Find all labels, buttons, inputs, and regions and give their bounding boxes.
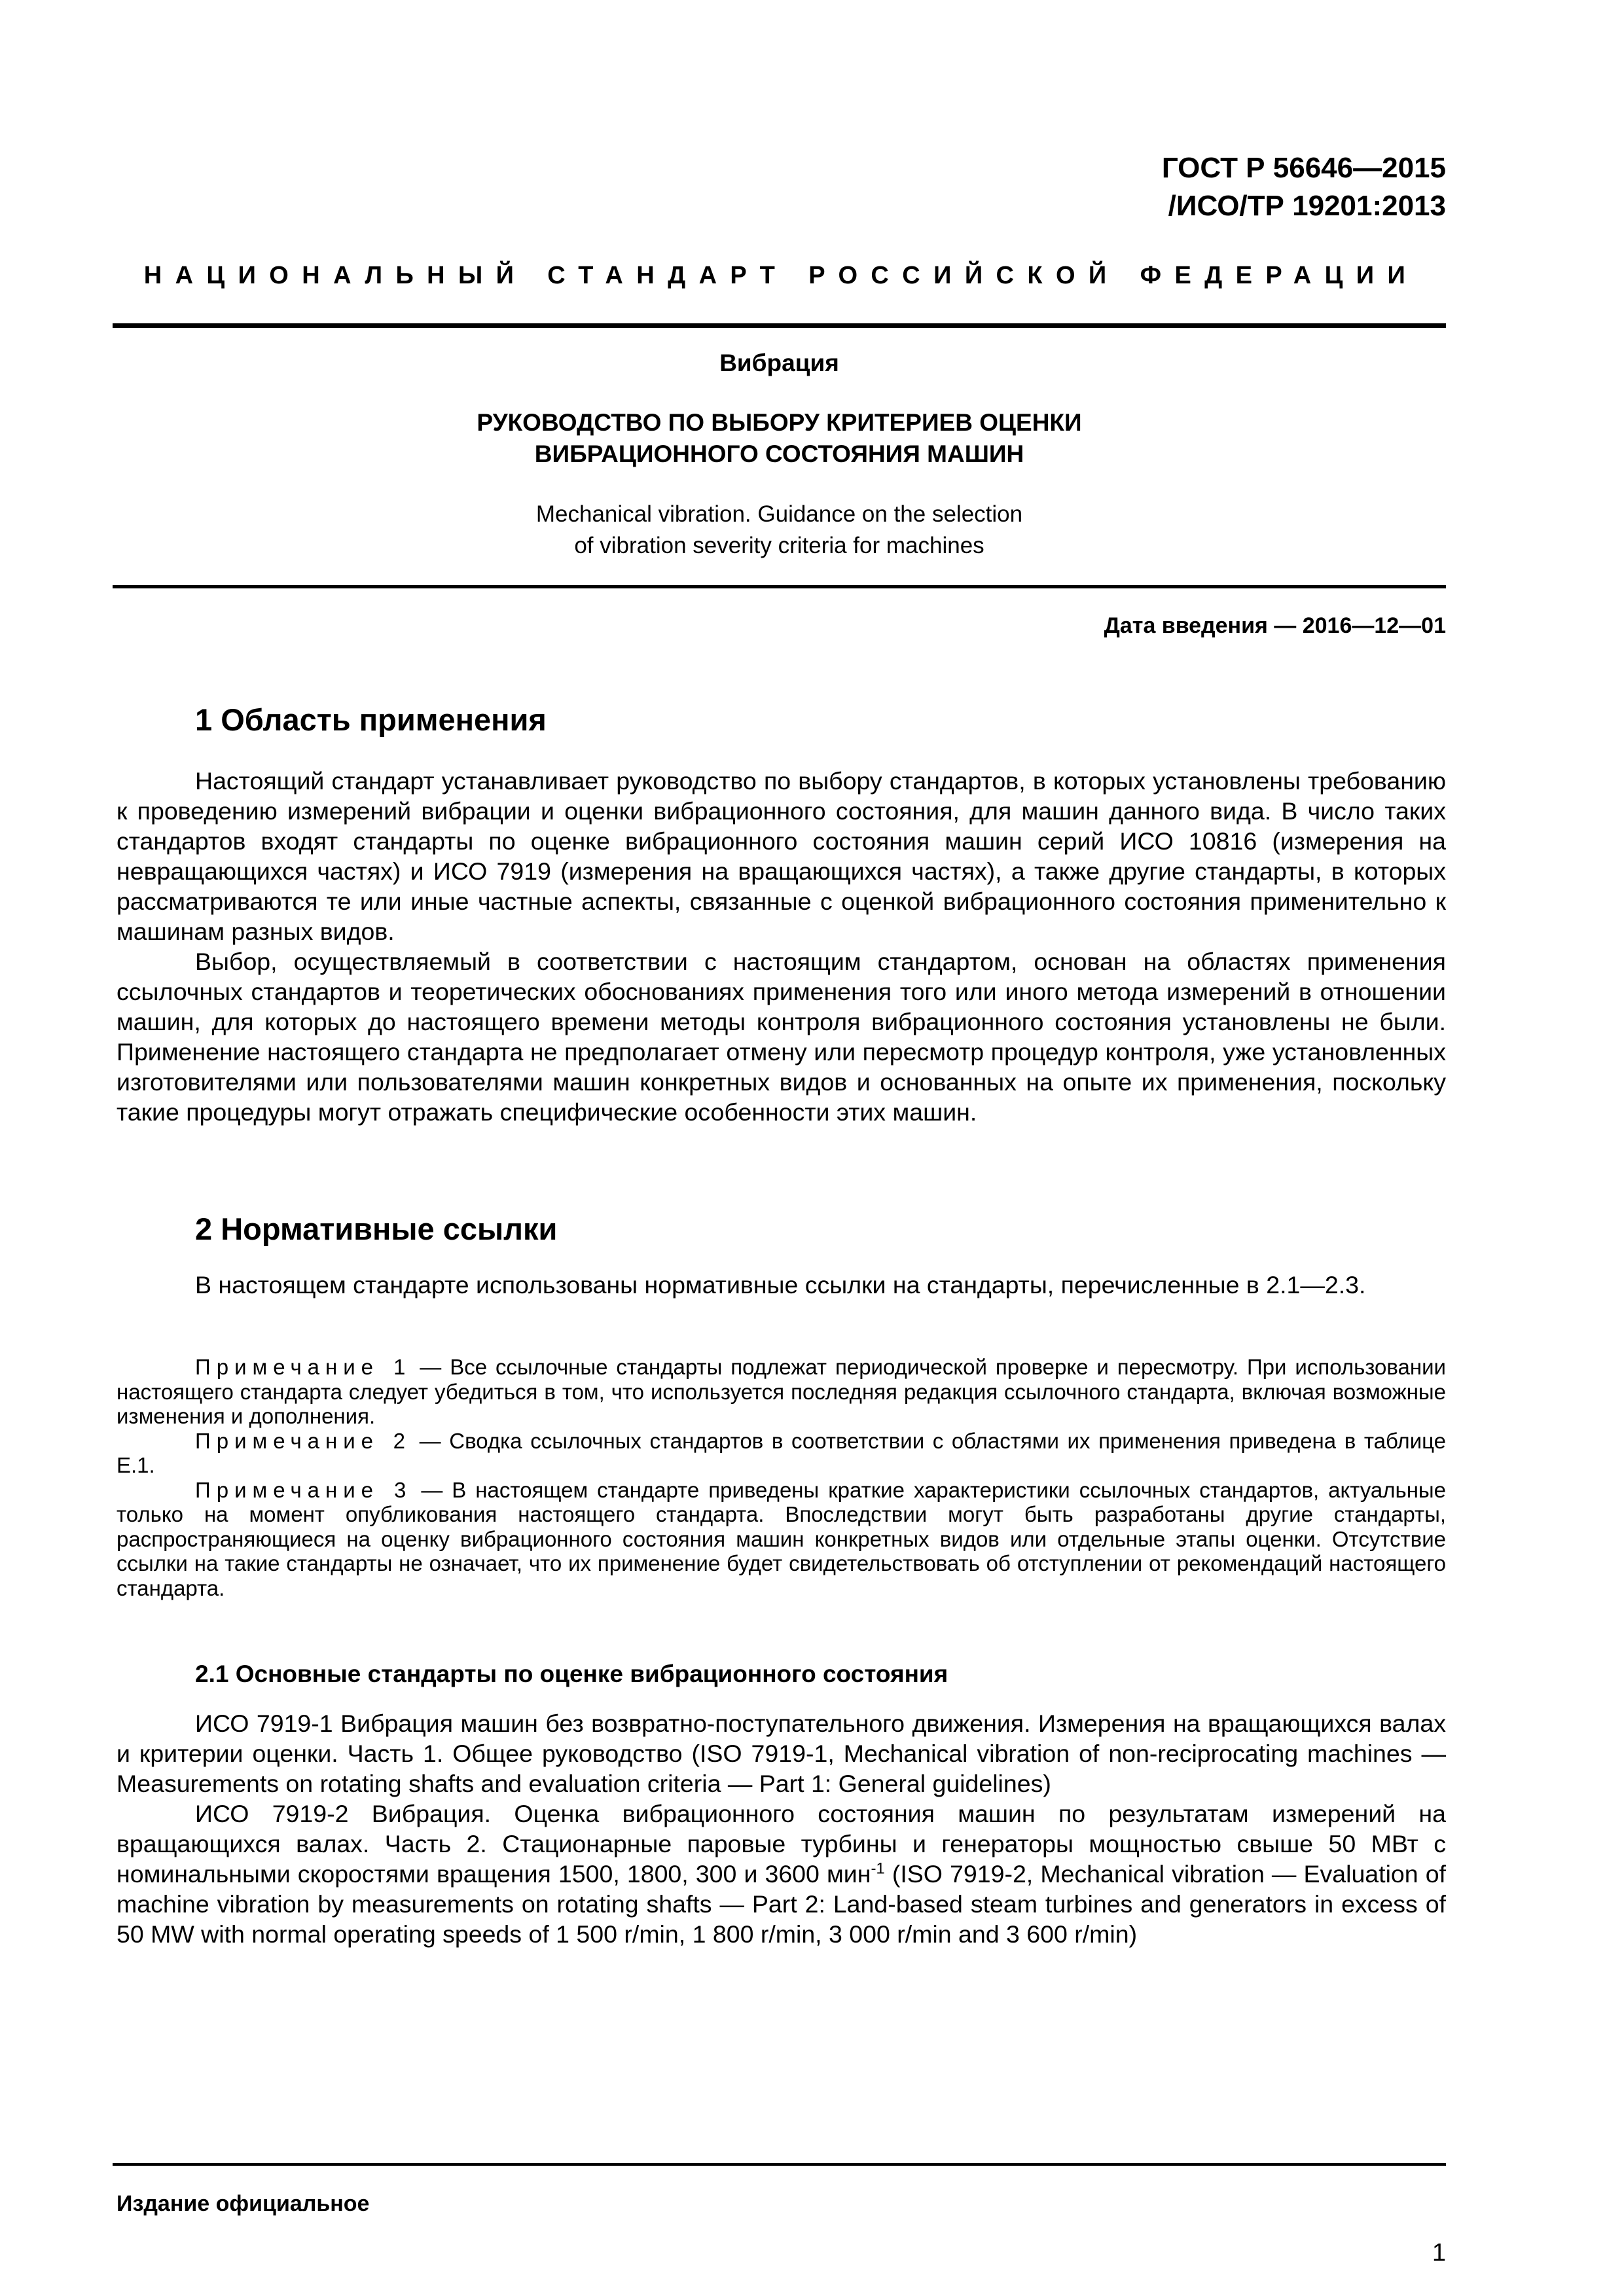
scope-body xyxy=(117,766,1446,1127)
document-title-line: ВИБРАЦИОННОГО СОСТОЯНИЯ МАШИН xyxy=(534,440,1024,467)
title-divider xyxy=(113,585,1446,588)
document-title xyxy=(113,407,1446,470)
english-title xyxy=(113,499,1446,562)
note-label: Примечание 2 xyxy=(195,1428,411,1453)
title-vibration: Вибрация xyxy=(719,350,839,376)
official-edition-label: Издание официальное xyxy=(117,2191,370,2216)
english-title-line: Mechanical vibration. Guidance on the selection xyxy=(535,501,1023,527)
footer-divider xyxy=(113,2163,1446,2166)
reference-text: (ISO 7919-2, Mechanical vibration — Evaluation of machine vibration by measurements on rotating shafts — Part 2: Land-based steam turbines and generators in excess of 50 MW with normal operating speeds of 1 500 r/min, 1 800 r/min, 3 000 r/min and 3 600 r/min) xyxy=(117,1860,1446,1948)
note-text: — Все ссылочные стандарты подлежат периодической проверке и пересмотру. При использовании настоящего стандарта следует убедиться в том, что используется последняя редакция ссылочного стандарта, включая возможные изменения и дополнения. xyxy=(117,1355,1446,1428)
paragraph: В настоящем стандарте использованы нормативные ссылки на стандарты, перечисленные в 2.1—2.3. xyxy=(195,1271,1366,1299)
reference-entry: ИСО 7919-1 Вибрация машин без возвратно-поступательного движения. Измерения на вращающихся валах и критерии оценки. Часть 1. Общее руководство (ISO 7919-1, Mechanical vibration of non-reciprocating machines — Measurements on rotating shafts and evaluation criteria — Part 1: General guidelines) xyxy=(117,1710,1446,1797)
note-text: — В настоящем стандарте приведены краткие характеристики ссылочных стандартов, актуальные только на момент опубликования настоящего стандарта. Впоследствии могут быть разработаны другие стандарты, распространяющиеся на оценку вибрационного состояния машин конкретных видов или отдельные этапы оценки. Отсутствие ссылки на такие стандарты не означает, что их применение будет свидетельствовать об отступлении от рекомендаций настоящего стандарта. xyxy=(117,1477,1446,1600)
document-title-line: РУКОВОДСТВО ПО ВЫБОРУ КРИТЕРИЕВ ОЦЕНКИ xyxy=(477,409,1082,436)
note-label: Примечание 1 xyxy=(195,1355,412,1379)
standard-code-iso: /ИСО/ТР 19201:2013 xyxy=(1168,190,1446,222)
subsection-heading-2-1: 2.1 Основные стандарты по оценке вибрационного состояния xyxy=(195,1660,948,1687)
reference-entry xyxy=(117,1799,1446,1949)
page-number: 1 xyxy=(1432,2239,1446,2267)
notes-block xyxy=(117,1355,1446,1600)
note-text: — Сводка ссылочных стандартов в соответствии с областями их применения приведена в таблице Е.1. xyxy=(117,1428,1447,1477)
reference-text: ИСО 7919-2 Вибрация. Оценка вибрационного состояния машин по результатам измерений на вращающихся валах. Часть 2. Стационарные паровые турбины и генераторы мощностью свыше 50 МВт с номинальными скоростями вращения 1500, 1800, 300 и 3600 мин xyxy=(117,1800,1446,1888)
section-heading-scope: 1 Область применения xyxy=(195,702,547,737)
note-label: Примечание 3 xyxy=(195,1477,412,1502)
standard-code xyxy=(1162,149,1446,225)
note xyxy=(117,1429,1446,1478)
paragraph: Настоящий стандарт устанавливает руководство по выбору стандартов, в которых установлены требованию к проведению измерений вибрации и оценки вибрационного состояния, для машин данного вида. В число таких стандартов входят стандарты по оценке вибрационного состояния машин серий ИСО 10816 (измерения на невращающихся частях) и ИСО 7919 (измерения на вращающихся частях), а также другие стандарты, в которых рассматриваются те или иные частные аспекты, связанные с оценкой вибрационного состояния применительно к машинам разных видов. xyxy=(117,767,1446,945)
standard-code-gost: ГОСТ Р 56646—2015 xyxy=(1161,152,1446,184)
references-body xyxy=(117,1270,1446,1300)
national-standard-banner: НАЦИОНАЛЬНЫЙ СТАНДАРТ РОССИЙСКОЙ ФЕДЕРАЦИИ xyxy=(143,262,1419,289)
top-divider xyxy=(113,323,1446,328)
section-heading-references: 2 Нормативные ссылки xyxy=(195,1211,558,1246)
paragraph: Выбор, осуществляемый в соответствии с настоящим стандартом, основан на областях применения ссылочных стандартов и теоретических обоснованиях применения того или иного метода измерений в отношении машин, для которых до настоящего времени методы контроля вибрационного состояния установлены не были. Применение настоящего стандарта не предполагает отмену или пересмотр процедур контроля, уже установленных изготовителями или пользователями машин конкретных видов и основанных на опыте их применения, поскольку такие процедуры могут отражать специфические особенности этих машин. xyxy=(117,948,1446,1126)
superscript: -1 xyxy=(871,1859,885,1878)
note xyxy=(117,1355,1446,1429)
english-title-line: of vibration severity criteria for machines xyxy=(574,533,984,558)
note xyxy=(117,1478,1446,1601)
subsection-2-1-body xyxy=(117,1708,1446,1949)
introduction-date: Дата введения — 2016—12—01 xyxy=(1104,613,1446,638)
